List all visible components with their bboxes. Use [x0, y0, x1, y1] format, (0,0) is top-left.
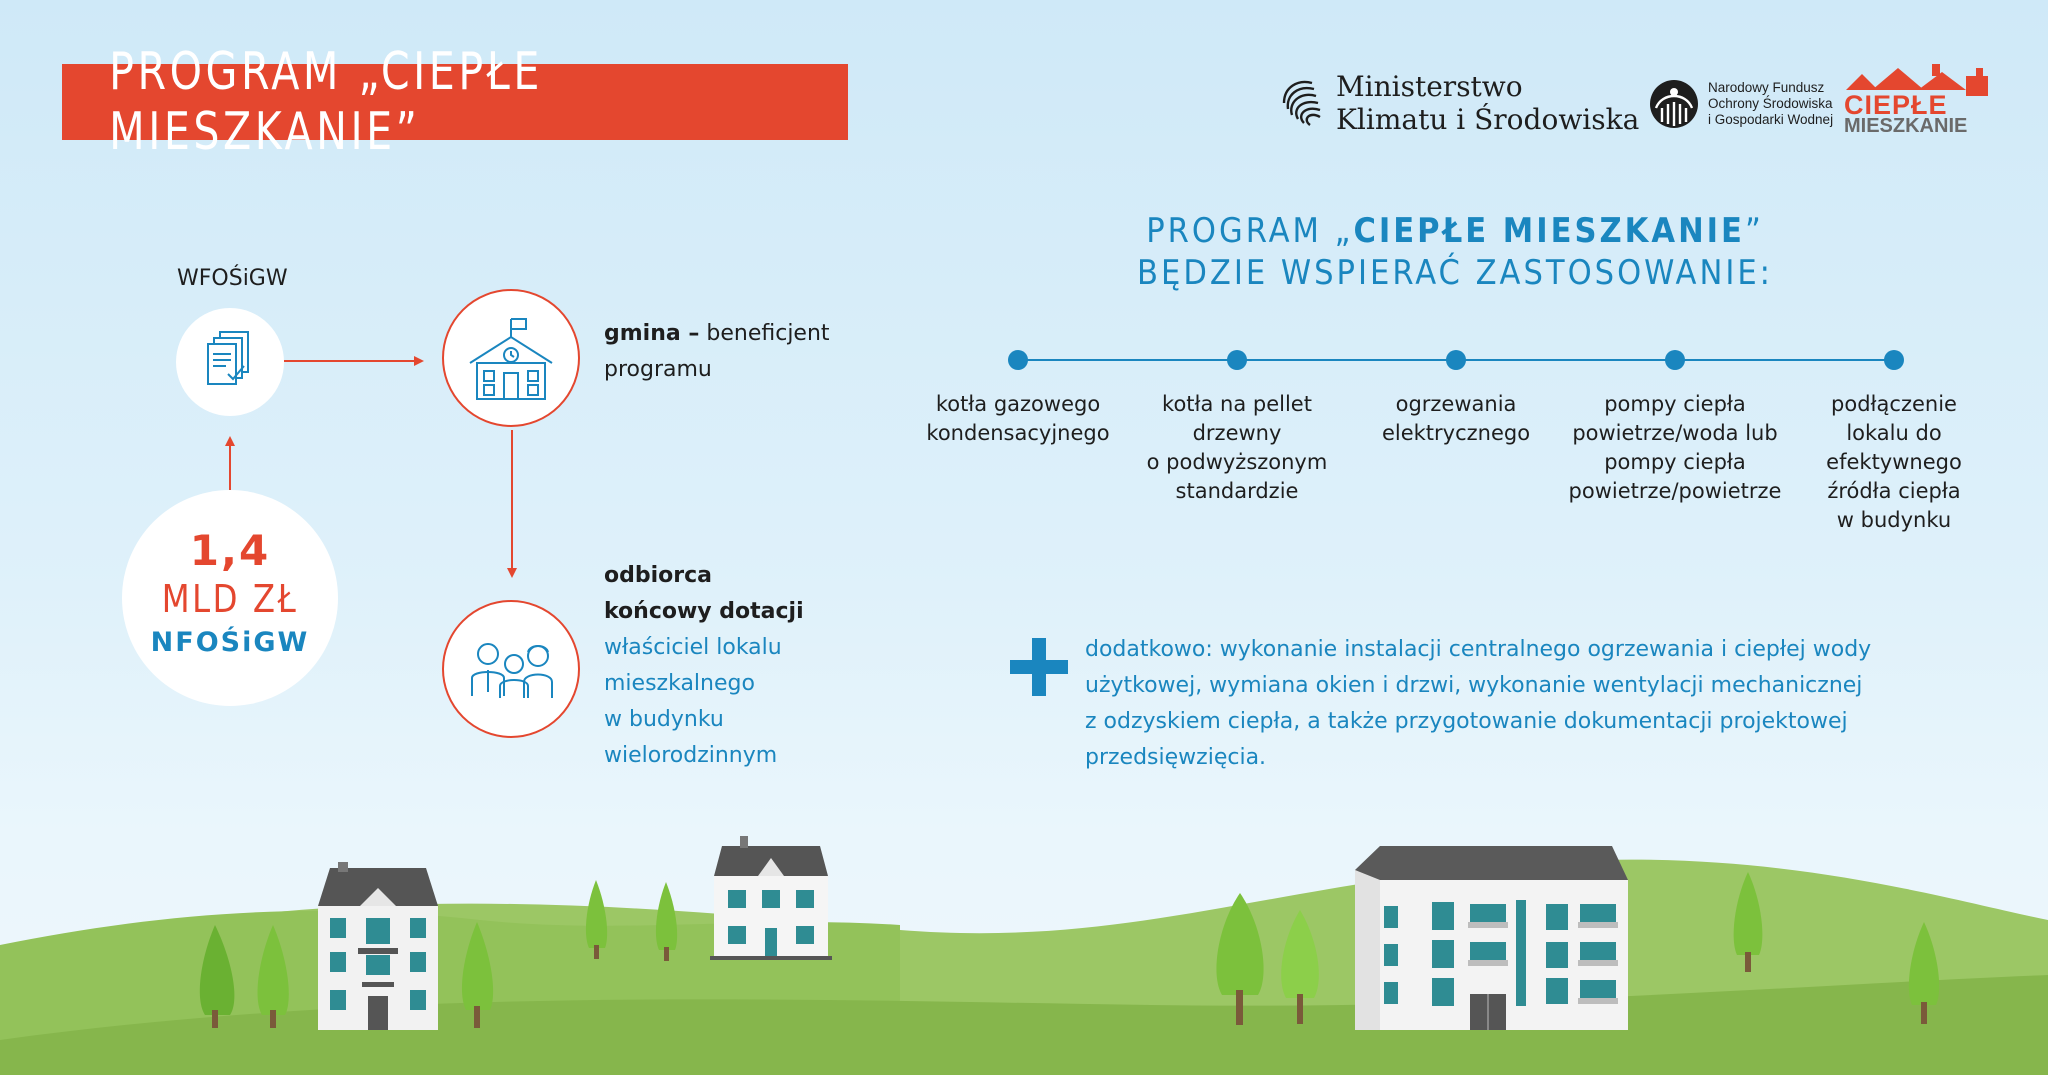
timeline-dot	[1665, 350, 1685, 370]
extra-line: użytkowej, wymiana okien i drzwi, wykonanie wentylacji mechanicznej	[1085, 673, 1863, 698]
timeline-item-line: lokalu do	[1846, 421, 1942, 445]
gmina-label	[604, 316, 830, 388]
tree	[656, 882, 677, 961]
extra-line: dodatkowo: wykonanie instalacji centralnego ogrzewania i ciepłej wody	[1085, 637, 1872, 662]
banner-title: PROGRAM „CIEPŁE MIESZKANIE”	[109, 42, 543, 162]
nfosigw-name-line2: Ochrony Środowiska	[1708, 96, 1833, 111]
ministry-logo	[1278, 70, 1639, 136]
support-title-prefix: PROGRAM „	[1146, 211, 1354, 251]
gmina-circle	[442, 289, 580, 427]
support-title-suffix: ”	[1744, 211, 1764, 251]
timeline-item-line: powietrze/woda lub	[1572, 421, 1778, 445]
amount-source: NFOŚiGW	[150, 627, 310, 658]
building-house	[710, 836, 832, 960]
support-title	[1080, 210, 1830, 294]
documents-check-icon	[176, 308, 284, 416]
wfosigw-label: WFOŚiGW	[177, 266, 288, 291]
timeline-dot	[1884, 350, 1904, 370]
school-building-icon	[444, 291, 578, 425]
timeline-item-line: pompy ciepła	[1604, 392, 1746, 416]
amount-value: 1,4	[189, 526, 271, 575]
timeline-dot	[1008, 350, 1028, 370]
plus-icon	[1010, 638, 1068, 696]
timeline-dot	[1446, 350, 1466, 370]
timeline-item-label	[1555, 390, 1795, 506]
amount-unit: MLD ZŁ	[161, 577, 299, 621]
timeline-item-line: w budynku	[1836, 508, 1952, 532]
ministry-name-line2: Klimatu i Środowiska	[1336, 103, 1640, 136]
funding-amount-circle	[122, 490, 338, 706]
nfosigw-name-line1: Narodowy Fundusz	[1708, 80, 1825, 95]
timeline-item-line: kotła na pellet	[1162, 392, 1312, 416]
timeline-item-line: podłączenie	[1831, 392, 1957, 416]
nfosigw-name-line3: i Gospodarki Wodnej	[1708, 112, 1834, 127]
building-block	[1355, 846, 1628, 1030]
recipient-title-line1: odbiorca	[604, 563, 713, 588]
timeline-item-line: elektrycznego	[1381, 421, 1531, 445]
people-icon	[444, 602, 578, 736]
recipient-desc-line2: mieszkalnego	[604, 671, 755, 696]
nfosigw-emblem-icon	[1648, 74, 1700, 134]
timeline-item-label	[1117, 390, 1357, 506]
ministry-emblem-icon	[1278, 73, 1324, 133]
timeline-item-label	[898, 390, 1138, 448]
tree	[586, 880, 607, 959]
extra-line: przedsięwzięcia.	[1085, 745, 1267, 770]
extra-line: z odzyskiem ciepła, a także przygotowanie dokumentacji projektowej	[1085, 709, 1848, 734]
recipient-circle	[442, 600, 580, 738]
timeline-item-line: kotła gazowego	[935, 392, 1101, 416]
timeline-item-line: ogrzewania	[1395, 392, 1517, 416]
timeline-item-line: efektywnego	[1826, 450, 1962, 474]
timeline-dot	[1227, 350, 1247, 370]
additional-support-text	[1085, 632, 1885, 776]
timeline-item-line: pompy ciepła	[1604, 450, 1746, 474]
support-title-program: CIEPŁE MIESZKANIE	[1353, 211, 1745, 251]
recipient-label	[604, 558, 804, 774]
cm-logo-word2: MIESZKANIE	[1844, 115, 1968, 137]
gmina-role: beneficjent	[706, 321, 830, 346]
timeline-item-line: źródła ciepła	[1827, 479, 1961, 503]
recipient-desc-line4: wielorodzinnym	[604, 743, 778, 768]
timeline-item-line: kondensacyjnego	[926, 421, 1110, 445]
timeline-item-line: drzewny	[1192, 421, 1282, 445]
wfosigw-circle	[176, 308, 284, 416]
recipient-desc-line1: właściciel lokalu	[604, 635, 782, 660]
timeline-item-label	[1774, 390, 2014, 535]
recipient-desc-line3: w budynku	[604, 707, 724, 732]
nfosigw-logo	[1648, 74, 1833, 134]
timeline-item-line: standardzie	[1175, 479, 1299, 503]
timeline-item-line: powietrze/powietrze	[1568, 479, 1782, 503]
support-title-line2: BĘDZIE WSPIERAĆ ZASTOSOWANIE:	[1137, 253, 1773, 293]
cieple-mieszkanie-logo	[1842, 62, 1992, 136]
gmina-role-line2: programu	[604, 357, 712, 382]
program-banner	[62, 42, 848, 162]
timeline-item-label	[1336, 390, 1576, 448]
recipient-title-line2: końcowy dotacji	[604, 599, 804, 624]
building-tenement	[318, 862, 438, 1030]
ministry-name-line1: Ministerstwo	[1336, 70, 1523, 103]
timeline-item-line: o podwyższonym	[1146, 450, 1328, 474]
gmina-bold: gmina –	[604, 321, 700, 346]
cm-logo-word1: CIEPŁE	[1844, 90, 1948, 120]
